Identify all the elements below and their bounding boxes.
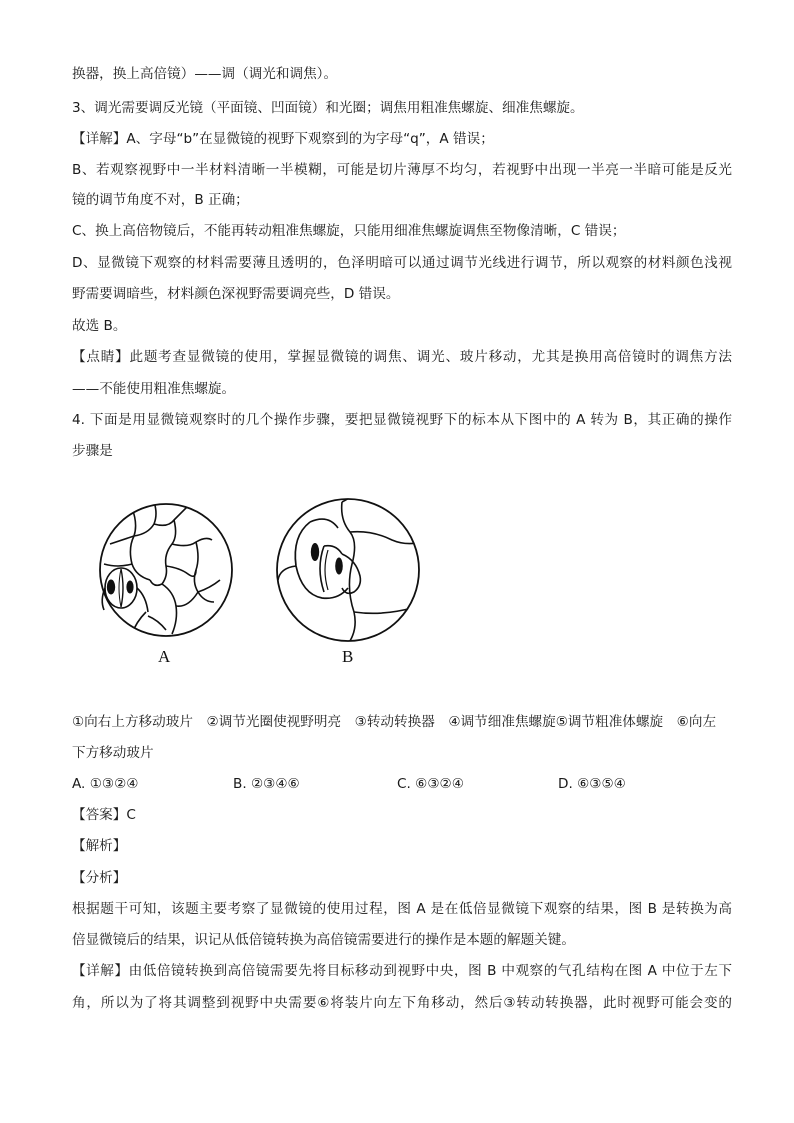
- text-line: 换器，换上高倍镜）——调（调光和调焦）。: [72, 66, 338, 82]
- steps-list: ①向右上方移动玻片 ②调节光圈使视野明亮 ③转动转换器 ④调节细准焦螺旋⑤调节粗准体螺旋 ⑥向左: [72, 714, 717, 730]
- text-line: 故选 B。: [72, 318, 127, 334]
- text-line: B、若观察视野中一半材料清晰一半模糊，可能是切片薄厚不均匀，若视野中出现一半亮一半暗可能是反光: [72, 162, 732, 178]
- text-line: 【点睛】此题考查显微镜的使用，掌握显微镜的调焦、调光、玻片移动，尤其是换用高倍镜时的调焦方法: [72, 349, 732, 365]
- option-a: A. ①③②④: [72, 776, 139, 792]
- microscope-figure: [92, 484, 432, 674]
- text-line: C、换上高倍物镜后，不能再转动粗准焦螺旋，只能用细准焦螺旋调焦至物像清晰，C 错误；: [72, 223, 626, 239]
- question-text: 步骤是: [72, 443, 113, 459]
- fenxi-text: 根据题干可知，该题主要考察了显微镜的使用过程，图 A 是在低倍显微镜下观察的结果，图 B 是转换为高: [72, 901, 732, 917]
- label-b: B: [342, 647, 354, 666]
- field-a-low-power: [100, 502, 232, 636]
- text-line: 【详解】A、字母“b”在显微镜的视野下观察到的为字母“q”，A 错误；: [72, 131, 494, 147]
- question-text: 4. 下面是用显微镜观察时的几个操作步骤，要把显微镜视野下的标本从下图中的 A 转为 B，其正确的操作: [72, 412, 732, 428]
- option-c: C. ⑥③②④: [397, 776, 464, 792]
- text-line: ——不能使用粗准焦螺旋。: [72, 381, 236, 397]
- answer: 【答案】C: [72, 807, 136, 823]
- text-line: 野需要调暗些，材料颜色深视野需要调亮些，D 错误。: [72, 286, 400, 302]
- option-d: D. ⑥③⑤④: [558, 776, 626, 792]
- text-line: 镜的调节角度不对，B 正确；: [72, 192, 249, 208]
- text-line: 3、调光需要调反光镜（平面镜、凹面镜）和光圈；调焦用粗准焦螺旋、细准焦螺旋。: [72, 100, 584, 116]
- field-b-high-power: [277, 488, 422, 644]
- option-b: B. ②③④⑥: [233, 776, 300, 792]
- text-line: D、显微镜下观察的材料需要薄且透明的，色泽明暗可以通过调节光线进行调节，所以观察的材料颜色浅视: [72, 255, 732, 271]
- detail-text: 角，所以为了将其调整到视野中央需要⑥将装片向左下角移动，然后③转动转换器，此时视野可能会变的: [72, 995, 732, 1011]
- detail-text: 【详解】由低倍镜转换到高倍镜需要先将目标移动到视野中央，图 B 中观察的气孔结构在图 A 中位于左下: [72, 963, 732, 979]
- fenxi-text: 倍显微镜后的结果，识记从低倍镜转换为高倍镜需要进行的操作是本题的解题关键。: [72, 932, 575, 948]
- fenxi-heading: 【分析】: [72, 870, 127, 886]
- analysis-heading: 【解析】: [72, 838, 127, 854]
- steps-list: 下方移动玻片: [72, 745, 154, 761]
- label-a: A: [158, 647, 171, 666]
